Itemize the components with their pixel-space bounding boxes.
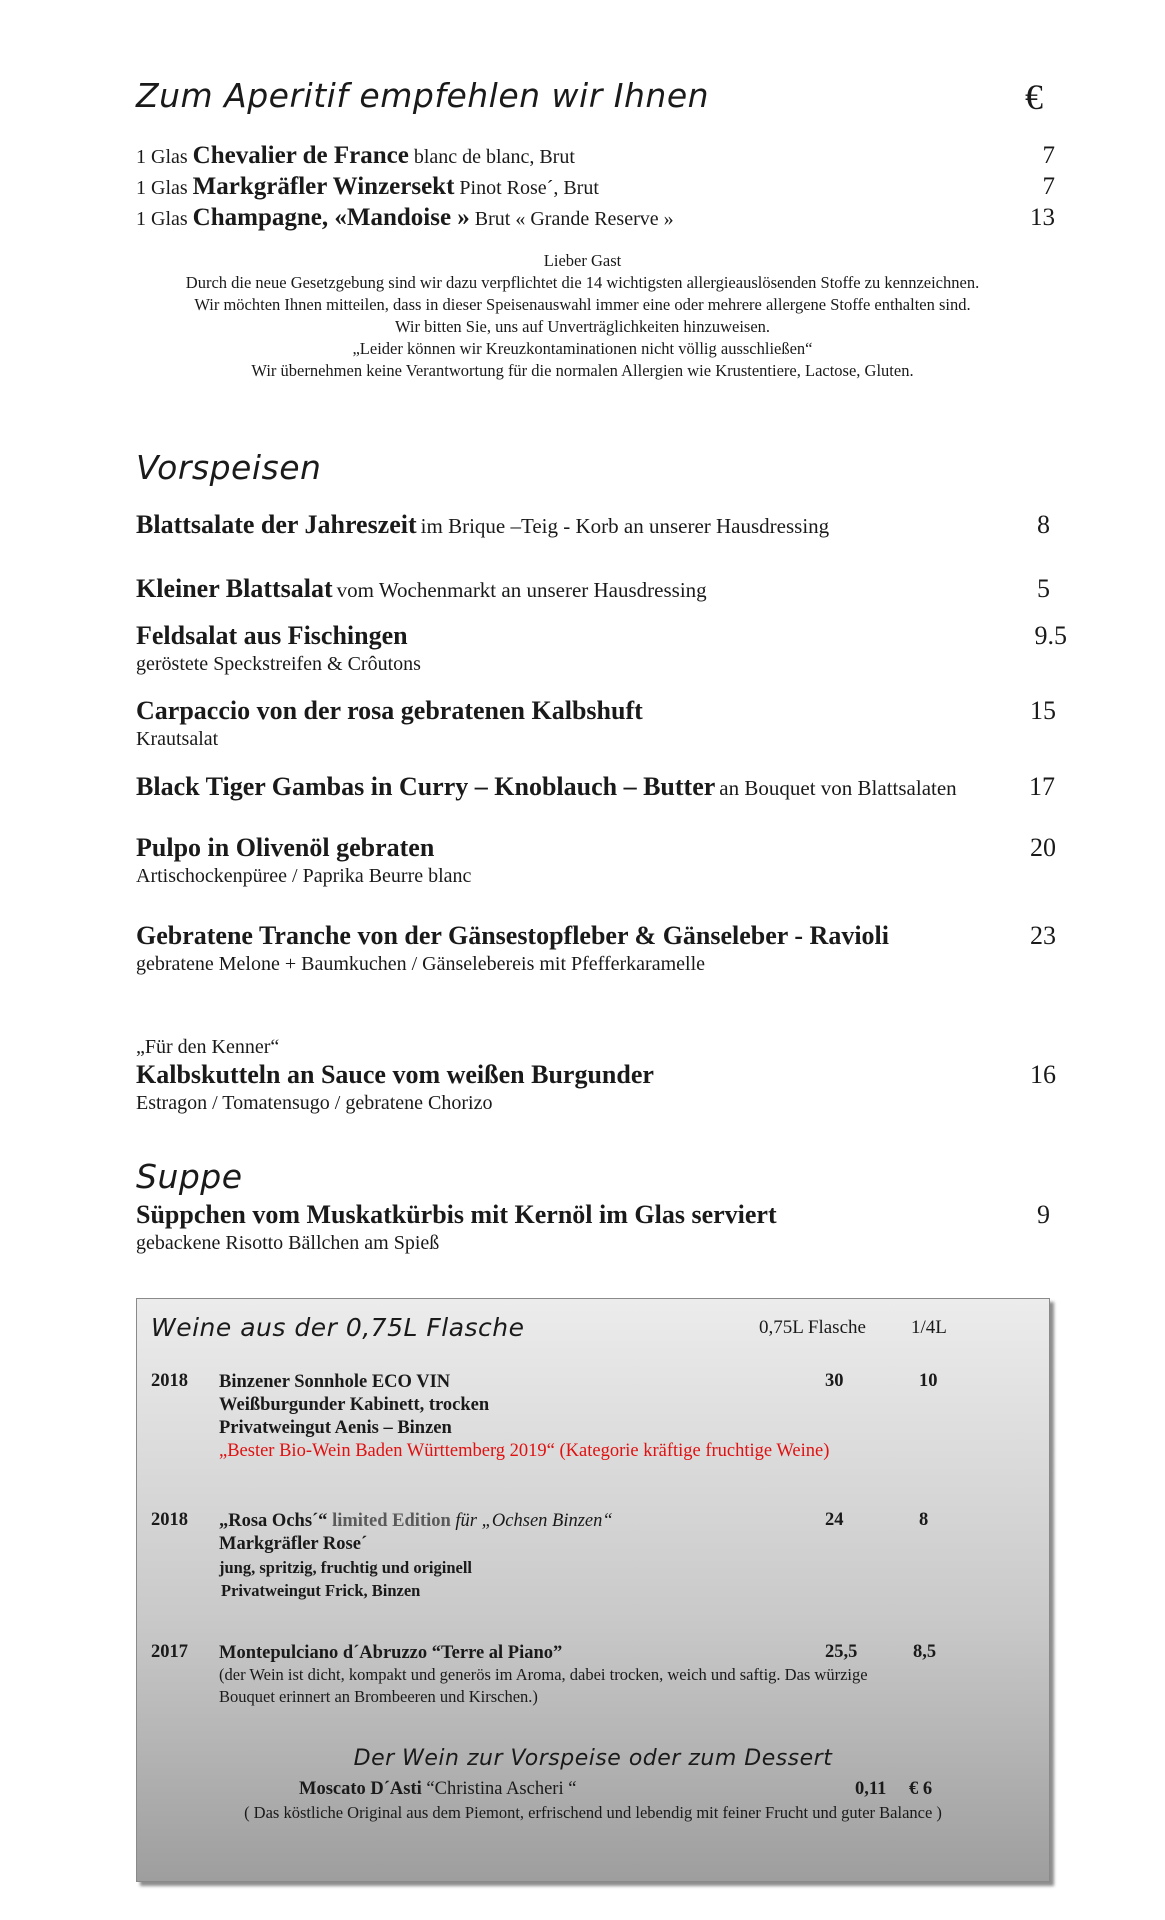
aperitif-item	[136, 142, 575, 170]
dish-sub: Krautsalat	[136, 728, 219, 750]
wine-year: 2018	[151, 1371, 188, 1391]
wine-details	[219, 1642, 868, 1708]
wine-line: Privatweingut Frick, Binzen	[221, 1581, 421, 1600]
wine-quarter-price: 8	[919, 1510, 929, 1530]
dish-price: 8	[1037, 510, 1050, 539]
dish-title: Kalbskutteln an Sauce vom weißen Burgunder	[136, 1060, 654, 1089]
wine-line: Markgräfler Rose´	[219, 1534, 368, 1554]
dessert-wine-name: Moscato D´Asti	[299, 1779, 422, 1799]
item-price: 7	[1042, 142, 1055, 169]
dish-price: 17	[1029, 772, 1055, 801]
suppe-heading: Suppe	[136, 1157, 243, 1196]
dish-price: 5	[1037, 574, 1050, 603]
wine-bottle-price: 25,5	[825, 1642, 858, 1662]
item-prefix: 1 Glas	[136, 146, 188, 168]
wine-line: (der Wein ist dicht, kompakt und generös im Aroma, dabei trocken, weich und saftig. Das würzige	[219, 1665, 868, 1684]
allergy-notice	[0, 250, 1165, 382]
wine-details	[219, 1510, 613, 1602]
wine-edition: limited Edition	[332, 1511, 451, 1531]
item-desc: blanc de blanc, Brut	[413, 146, 575, 168]
col-bottle-header: 0,75L Flasche	[759, 1317, 866, 1338]
dish-sub: gebackene Risotto Bällchen am Spieß	[136, 1232, 440, 1254]
dish-title: Carpaccio von der rosa gebratenen Kalbshuft	[136, 696, 643, 725]
currency-symbol: €	[1025, 77, 1043, 117]
menu-item	[136, 772, 957, 802]
wine-year: 2018	[151, 1510, 188, 1530]
wine-line: Weißburgunder Kabinett, trocken	[219, 1395, 490, 1415]
wine-for: für „Ochsen Binzen“	[455, 1511, 613, 1531]
dish-desc: im Brique –Teig - Korb an unserer Hausdressing	[420, 514, 830, 538]
dessert-wine-producer: “Christina Ascheri “	[426, 1779, 577, 1799]
wine-name: Montepulciano d´Abruzzo “Terre al Piano”	[219, 1643, 563, 1663]
wine-details	[219, 1371, 829, 1463]
dessert-wine-price: € 6	[909, 1779, 933, 1799]
dish-sub: gebratene Melone + Baumkuchen / Gänselebereis mit Pfefferkaramelle	[136, 953, 706, 975]
dessert-wine-line	[299, 1779, 576, 1800]
wine-name: „Rosa Ochs´“	[219, 1511, 328, 1531]
dish-price: 9	[1037, 1200, 1050, 1229]
dish-title: Feldsalat aus Fischingen	[136, 621, 408, 650]
item-name: Champagne, «Mandoise »	[192, 204, 470, 231]
menu-item	[136, 696, 643, 752]
dish-sub: Artischockenpüree / Paprika Beurre blanc	[136, 865, 472, 887]
aperitif-heading: Zum Aperitif empfehlen wir Ihnen	[136, 76, 710, 115]
wine-award: „Bester Bio-Wein Baden Württemberg 2019“ (Kategorie kräftige fruchtige Weine)	[219, 1441, 830, 1461]
aperitif-item	[136, 204, 674, 232]
soup-item	[136, 1200, 777, 1256]
wine-bottle-price: 24	[825, 1510, 844, 1530]
item-prefix: 1 Glas	[136, 208, 188, 230]
wine-line: Bouquet erinnert an Brombeeren und Kirschen.)	[219, 1687, 538, 1706]
item-desc: Pinot Rose´, Brut	[459, 177, 599, 199]
notice-line: Wir bitten Sie, uns auf Unverträglichkeiten hinzuweisen.	[394, 317, 771, 336]
notice-line: Wir übernehmen keine Verantwortung für die normalen Allergien wie Krustentiere, Lactose, Gluten.	[251, 361, 914, 380]
dish-title: Blattsalate der Jahreszeit	[136, 510, 417, 539]
notice-line: „Leider können wir Kreuzkontaminationen nicht völlig ausschließen“	[352, 339, 813, 358]
dish-desc: vom Wochenmarkt an unserer Hausdressing	[336, 578, 707, 602]
dish-price: 23	[1030, 921, 1056, 950]
wine-line: jung, spritzig, fruchtig und originell	[219, 1558, 473, 1577]
dish-sub: geröstete Speckstreifen & Crôutons	[136, 653, 421, 675]
dish-price: 16	[1030, 1060, 1056, 1089]
col-quarter-header: 1/4L	[911, 1317, 947, 1338]
dish-title: Pulpo in Olivenöl gebraten	[136, 833, 435, 862]
notice-line: Wir möchten Ihnen mitteilen, dass in dieser Speisenauswahl immer eine oder mehrere allergene Stoffe enthalten sind.	[194, 295, 971, 314]
wine-line: Privatweingut Aenis – Binzen	[219, 1418, 452, 1438]
menu-item	[136, 574, 707, 604]
dessert-wine-amount: 0,11	[855, 1779, 887, 1799]
dish-price: 9.5	[1034, 621, 1067, 650]
menu-item	[136, 621, 421, 677]
dish-title: Kleiner Blattsalat	[136, 574, 333, 603]
vorspeisen-heading: Vorspeisen	[136, 448, 322, 487]
dish-price: 15	[1030, 696, 1056, 725]
dish-sub: Estragon / Tomatensugo / gebratene Chorizo	[136, 1092, 493, 1114]
item-desc: Brut « Grande Reserve »	[474, 208, 674, 230]
wine-bottle-price: 30	[825, 1371, 844, 1391]
wine-line: Binzener Sonnhole ECO VIN	[219, 1372, 451, 1392]
wine-list-box	[136, 1298, 1050, 1882]
dessert-wine-heading: Der Wein zur Vorspeise oder zum Dessert	[353, 1746, 833, 1771]
wine-year: 2017	[151, 1642, 188, 1662]
wine-quarter-price: 8,5	[913, 1642, 937, 1662]
item-name: Chevalier de France	[192, 142, 409, 169]
item-price: 7	[1042, 173, 1055, 200]
wine-heading: Weine aus der 0,75L Flasche	[151, 1313, 525, 1342]
kenner-label: „Für den Kenner“	[136, 1036, 280, 1058]
item-price: 13	[1030, 204, 1055, 231]
aperitif-item	[136, 173, 599, 201]
menu-item	[136, 921, 889, 977]
dish-desc: an Bouquet von Blattsalaten	[719, 776, 957, 800]
dish-title: Gebratene Tranche von der Gänsestopfleber & Gänseleber - Ravioli	[136, 921, 889, 950]
kenner-item	[136, 1034, 654, 1116]
menu-item	[136, 833, 471, 889]
dish-title: Süppchen vom Muskatkürbis mit Kernöl im Glas serviert	[136, 1200, 777, 1229]
notice-line: Lieber Gast	[543, 251, 622, 270]
dish-title: Black Tiger Gambas in Curry – Knoblauch – Butter	[136, 772, 716, 801]
item-name: Markgräfler Winzersekt	[192, 173, 455, 200]
menu-item	[136, 510, 829, 540]
wine-quarter-price: 10	[919, 1371, 938, 1391]
dish-price: 20	[1030, 833, 1056, 862]
dessert-wine-desc: ( Das köstliche Original aus dem Piemont, erfrischend und lebendig mit feiner Frucht und guter Balance )	[244, 1803, 942, 1822]
notice-line: Durch die neue Gesetzgebung sind wir dazu verpflichtet die 14 wichtigsten allergieauslösenden Stoffe zu kennzeichnen.	[185, 273, 980, 292]
item-prefix: 1 Glas	[136, 177, 188, 199]
